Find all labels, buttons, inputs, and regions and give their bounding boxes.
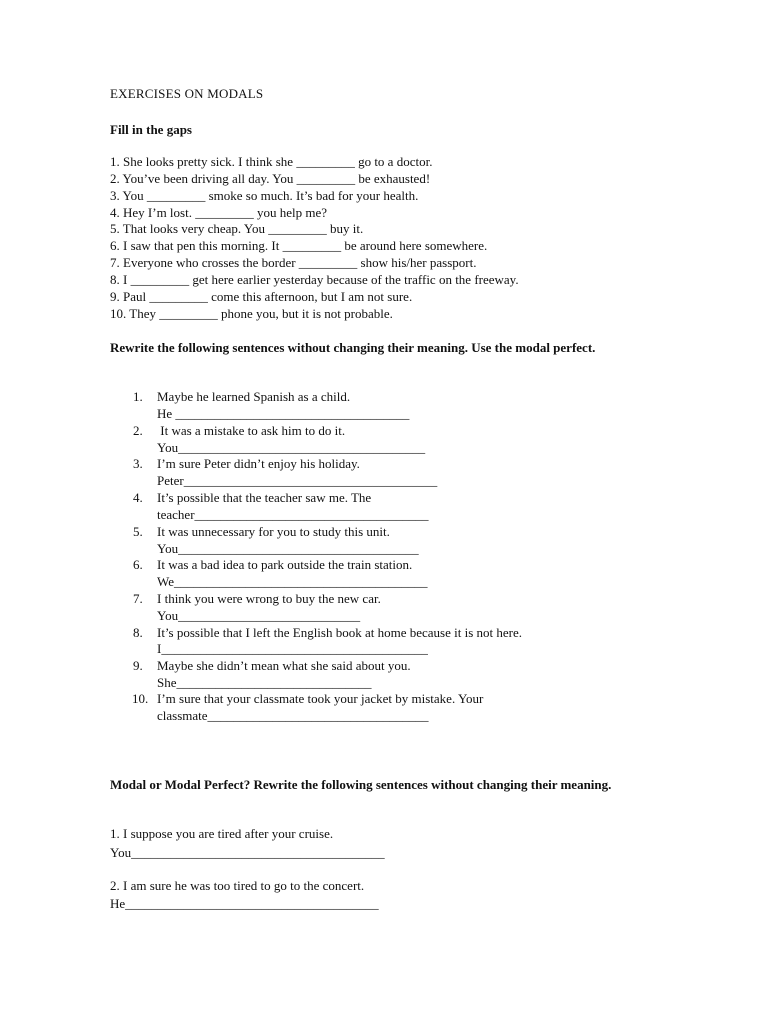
item-sentence: I think you were wrong to buy the new car. xyxy=(157,591,381,606)
item-sentence: It’s possible that I left the English book at home because it is not here. xyxy=(157,625,523,640)
answer-line[interactable]: We_______________________________________ xyxy=(157,574,428,589)
answer-line[interactable]: classmate__________________________________ xyxy=(157,708,429,723)
item-number: 1. xyxy=(133,389,143,404)
item-number: 4. xyxy=(133,490,143,505)
item-number: 3. xyxy=(133,456,143,471)
answer-line[interactable]: He_______________________________________ xyxy=(110,896,379,911)
gap-item: 7. Everyone who crosses the border _________ show his/her passport. xyxy=(110,255,477,270)
gap-item: 5. That looks very cheap. You _________ buy it. xyxy=(110,221,364,236)
answer-line[interactable]: You_____________________________________ xyxy=(157,541,419,556)
gap-item: 2. You’ve been driving all day. You _________ be exhausted! xyxy=(110,171,431,186)
item-number: 10. xyxy=(132,691,149,706)
answer-line[interactable]: I_________________________________________ xyxy=(157,641,428,656)
page-title: EXERCISES ON MODALS xyxy=(110,86,264,101)
item-sentence: It was a bad idea to park outside the train station. xyxy=(157,557,413,572)
answer-line[interactable]: You____________________________ xyxy=(157,608,361,623)
item-sentence: I’m sure that your classmate took your jacket by mistake. Your xyxy=(157,691,484,706)
item-number: 2. xyxy=(133,423,143,438)
item-number: 9. xyxy=(133,658,143,673)
item-number: 5. xyxy=(133,524,143,539)
gap-item: 3. You _________ smoke so much. It’s bad for your health. xyxy=(110,188,419,203)
item-sentence: 2. I am sure he was too tired to go to the concert. xyxy=(110,878,365,893)
item-sentence: It’s possible that the teacher saw me. The xyxy=(157,490,372,505)
gap-item: 8. I _________ get here earlier yesterday because of the traffic on the freeway. xyxy=(110,272,519,287)
gap-item: 1. She looks pretty sick. I think she _________ go to a doctor. xyxy=(110,154,433,169)
section2-heading: Rewrite the following sentences without changing their meaning. Use the modal perfect. xyxy=(110,340,596,355)
item-sentence: Maybe he learned Spanish as a child. xyxy=(157,389,351,404)
section1-heading: Fill in the gaps xyxy=(110,122,192,137)
item-number: 7. xyxy=(133,591,143,606)
gap-item: 10. They _________ phone you, but it is not probable. xyxy=(110,306,393,321)
item-sentence: I’m sure Peter didn’t enjoy his holiday. xyxy=(157,456,360,471)
gap-item: 9. Paul _________ come this afternoon, but I am not sure. xyxy=(110,289,413,304)
answer-line[interactable]: Peter_______________________________________ xyxy=(157,473,438,488)
answer-line[interactable]: He ____________________________________ xyxy=(157,406,410,421)
item-number: 6. xyxy=(133,557,143,572)
item-sentence: It was a mistake to ask him to do it. xyxy=(157,423,346,438)
item-sentence: Maybe she didn’t mean what she said about you. xyxy=(157,658,411,673)
section3-heading: Modal or Modal Perfect? Rewrite the following sentences without changing their meaning. xyxy=(110,777,612,792)
item-sentence: 1. I suppose you are tired after your cruise. xyxy=(110,826,334,841)
answer-line[interactable]: teacher____________________________________ xyxy=(157,507,429,522)
item-sentence: It was unnecessary for you to study this unit. xyxy=(157,524,390,539)
answer-line[interactable]: You_______________________________________ xyxy=(110,845,385,860)
answer-line[interactable]: She______________________________ xyxy=(157,675,372,690)
gap-item: 4. Hey I’m lost. _________ you help me? xyxy=(110,205,327,220)
answer-line[interactable]: You______________________________________ xyxy=(157,440,426,455)
gap-item: 6. I saw that pen this morning. It _________ be around here somewhere. xyxy=(110,238,488,253)
item-number: 8. xyxy=(133,625,143,640)
